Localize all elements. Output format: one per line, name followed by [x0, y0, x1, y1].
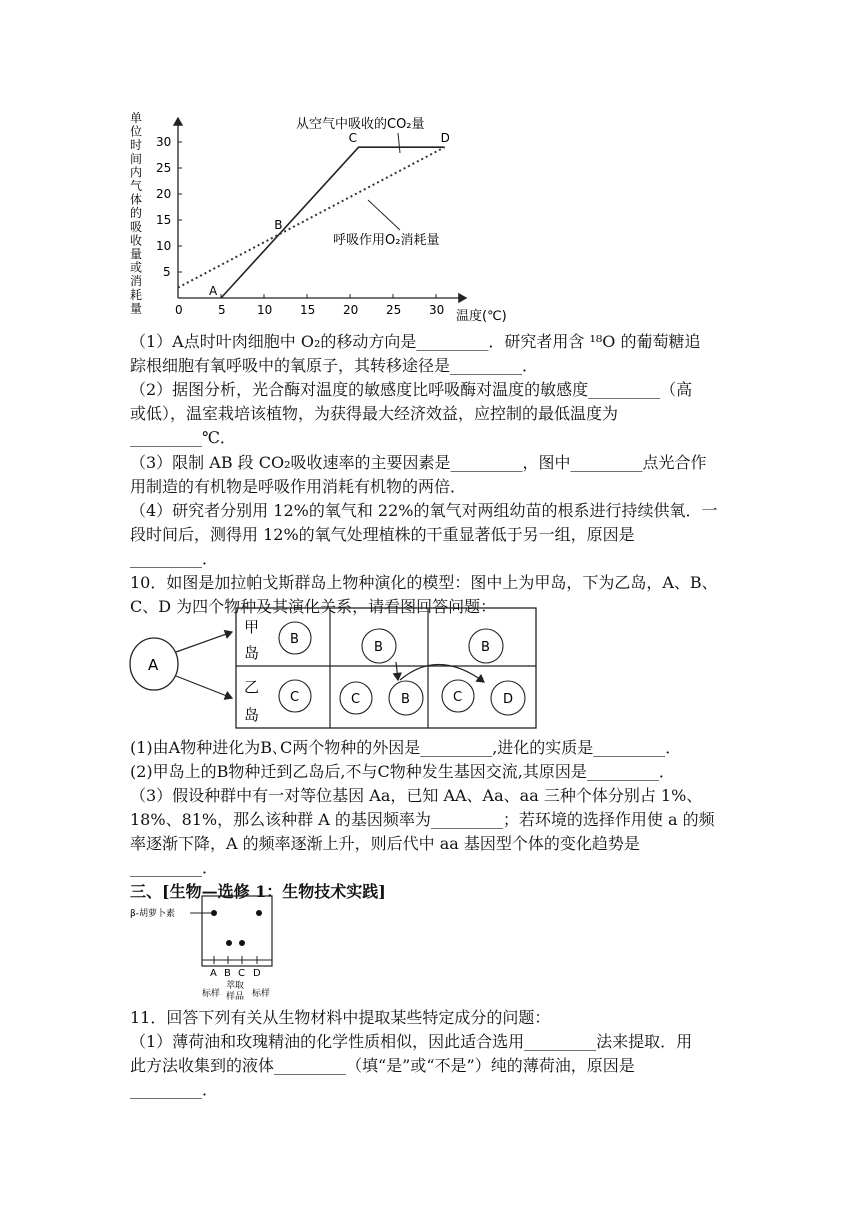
x-tick-label: 10	[257, 303, 273, 317]
q10-intro-2: C、D 为四个物种及其演化关系，请看图回答问题：	[130, 597, 497, 616]
y-tick-label: 10	[156, 239, 172, 253]
lane-label-c: C	[238, 968, 245, 979]
o2-annotation-leader	[368, 200, 400, 230]
lane-label-d: D	[253, 968, 261, 979]
bottom-label-standard-2: 标样	[252, 989, 271, 999]
co2-annotation: 从空气中吸收的CO₂量	[296, 117, 425, 132]
q9-line-10: _________．	[130, 549, 219, 568]
x-tick-label: 5	[218, 303, 226, 317]
x-tick-label: 20	[343, 303, 359, 317]
q9-line-7: 用制造的有机物是呼吸作用消耗有机物的两倍．	[130, 477, 467, 496]
y-label-char: 体	[130, 192, 143, 207]
x-tick-label: 25	[386, 303, 402, 317]
x-tick-label: 30	[429, 303, 445, 317]
o2-consumption-line	[178, 147, 445, 287]
spot-d	[256, 910, 262, 916]
q10-line-2: (2)甲岛上的B物种迁到乙岛后,不与C物种发生基因交流,其原因是_________．	[130, 762, 675, 781]
island-grid	[236, 608, 536, 728]
evolution-diagram	[128, 606, 540, 732]
lane-label-b: B	[224, 968, 231, 979]
island-yi-2: 岛	[244, 706, 260, 724]
y-label-char: 或	[130, 260, 143, 275]
arrow-a-to-jia	[176, 632, 232, 652]
y-label-char: 时	[130, 138, 143, 153]
chromatography-paper	[202, 896, 272, 966]
y-tick-label: 5	[163, 265, 171, 279]
species-a-label: A	[148, 656, 159, 674]
spot-a	[211, 910, 217, 916]
spot-c	[239, 940, 245, 946]
q10-line-5: 率逐渐下降，A 的频率逐渐上升，则后代中 aa 基因型个体的变化趋势是	[130, 834, 640, 853]
o2-annotation: 呼吸作用O₂消耗量	[333, 233, 440, 248]
y-label-char: 气	[130, 179, 143, 193]
x-axis-label: 温度(℃)	[456, 309, 507, 324]
y-label-char: 吸	[130, 219, 143, 234]
y-label-char: 量	[130, 301, 143, 316]
q11-line-2: （1）薄荷油和玫瑰精油的化学性质相似，因此适合选用_________法来提取．用	[130, 1032, 693, 1051]
q9-line-2: 踪根细胞有氧呼吸中的氧原子，其转移途径是_________．	[130, 356, 539, 375]
speciation-arrow	[400, 664, 484, 682]
evolution-svg	[128, 606, 540, 732]
q9-line-6: （3）限制 AB 段 CO₂吸收速率的主要因素是_________，图中_________点光合作	[130, 453, 707, 472]
chart-svg	[128, 108, 507, 336]
point-label-a: A	[209, 284, 218, 298]
spot-b	[226, 940, 232, 946]
point-label-d: D	[440, 131, 450, 146]
chromatography-figure	[128, 892, 278, 1004]
island-jia-2: 岛	[244, 644, 260, 662]
bottom-b-label: B	[401, 692, 410, 707]
q9-line-4: 或低），温室栽培该植物，为获得最大经济效益，应控制的最低温度为	[130, 404, 619, 423]
q9-line-3: （2）据图分析，光合酶对温度的敏感度比呼吸酶对温度的敏感度_________（高	[130, 380, 693, 399]
q10-line-6: _________．	[130, 858, 219, 877]
bottom-c-label-2: C	[351, 692, 361, 707]
top-b-label-1: B	[290, 632, 299, 647]
lane-label-a: A	[210, 968, 217, 979]
bottom-label-sample: 样品	[226, 992, 245, 1002]
co2-annotation-leader	[398, 133, 400, 153]
co2-absorption-line	[221, 147, 445, 298]
y-label-char: 单	[130, 111, 143, 125]
q11-line-1: 11．回答下列有关从生物材料中提取某些特定成分的问题：	[130, 1008, 551, 1027]
bottom-c-label-1: C	[290, 690, 300, 705]
y-tick-label: 20	[156, 187, 172, 201]
q9-line-9: 段时间后，测得用 12%的氧气处理植株的干重显著低于另一组，原因是	[130, 525, 635, 544]
x-tick-label: 15	[300, 303, 316, 317]
q9-line-1: （1）A点时叶肉细胞中 O₂的移动方向是_________．研究者用含 ¹⁸O 的葡萄糖追	[130, 332, 701, 351]
arrow-a-to-yi	[176, 676, 232, 698]
island-yi-1: 乙	[244, 678, 260, 696]
top-b-label-2: B	[374, 640, 383, 655]
y-label-char: 消	[130, 274, 143, 289]
section-3-heading: 三、[生物—选修 1：生物技术实践]	[130, 882, 386, 901]
y-label-char: 耗	[130, 287, 143, 302]
q9-line-8: （4）研究者分别用 12%的氧气和 22%的氧气对两组幼苗的根系进行持续供氧．一	[130, 501, 718, 520]
point-label-b: B	[274, 218, 283, 232]
island-jia-1: 甲	[244, 618, 260, 636]
bottom-label-standard-1: 标样	[202, 989, 221, 999]
y-label-char: 的	[130, 206, 143, 221]
point-label-c: C	[348, 131, 357, 146]
y-tick-label: 25	[156, 161, 172, 175]
temperature-gas-chart	[128, 108, 507, 336]
y-axis-label	[130, 111, 142, 315]
beta-carotene-label: β-胡萝卜素	[130, 909, 175, 919]
y-label-char: 内	[130, 165, 143, 180]
y-label-char: 收	[130, 233, 143, 248]
y-label-char: 间	[130, 151, 143, 166]
q9-line-5: _________℃．	[130, 428, 236, 447]
chromatography-svg	[128, 892, 278, 1004]
y-tick-label: 30	[156, 135, 172, 149]
y-label-char: 位	[130, 124, 143, 139]
q11-line-3: 此方法收集到的液体_________（填“是”或“不是”）纯的薄荷油，原因是	[130, 1056, 635, 1075]
bottom-c-label-3: C	[453, 690, 463, 705]
y-tick-label: 15	[156, 213, 172, 227]
q10-line-4: 18%、81%，那么该种群 A 的基因频率为_________；若环境的选择作用使 a 的频	[130, 810, 715, 829]
q10-line-1: (1)由A物种进化为B､C两个物种的外因是_________,进化的实质是_________．	[130, 738, 682, 757]
q10-intro-1: 10．如图是加拉帕戈斯群岛上物种演化的模型：图中上为甲岛，下为乙岛，A、B、	[130, 573, 718, 592]
y-label-char: 量	[130, 247, 143, 261]
q10-line-3: （3）假设种群中有一对等位基因 Aa，已知 AA、Aa、aa 三种个体分别占 1%、	[130, 786, 703, 805]
q11-line-4: _________．	[130, 1080, 219, 1099]
x-tick-label: 0	[175, 303, 183, 317]
bottom-label-extract: 萃取	[226, 981, 245, 991]
bottom-d-label: D	[503, 692, 514, 707]
top-b-label-3: B	[481, 640, 490, 655]
migration-arrow	[396, 662, 398, 680]
